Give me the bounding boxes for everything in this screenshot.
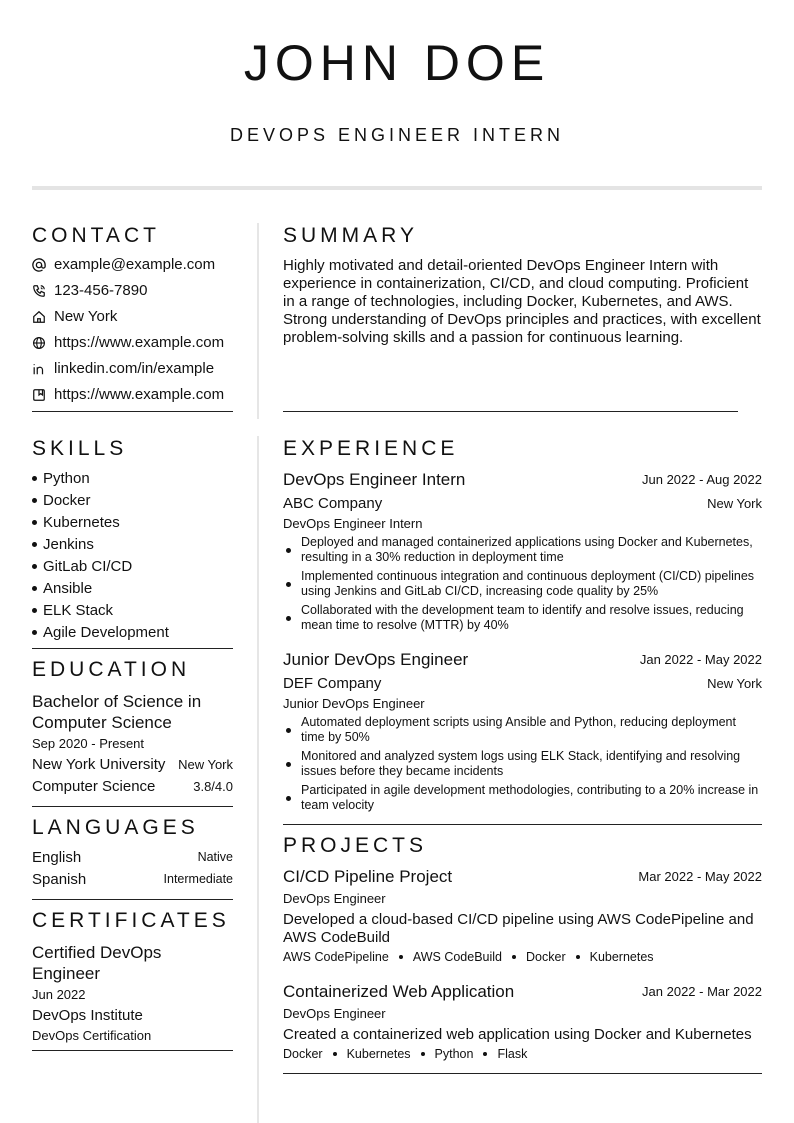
contact-phone[interactable] <box>32 282 147 299</box>
job-company: ABC Company <box>283 495 383 512</box>
summary-heading: SUMMARY <box>283 224 418 247</box>
contact-portfolio-text: https://www.example.com <box>54 386 225 403</box>
skills-heading: SKILLS <box>32 437 128 460</box>
project-role: DevOps Engineer <box>283 1006 386 1021</box>
certificates-divider <box>32 1050 233 1051</box>
bullet-icon <box>32 476 37 481</box>
project-tags <box>283 950 654 964</box>
skill-item: ELK Stack <box>32 602 113 619</box>
job-bullet: Automated deployment scripts using Ansible and Python, reducing deployment time by 50% <box>284 715 762 745</box>
certificates-heading: CERTIFICATES <box>32 909 230 932</box>
language-name: Spanish <box>32 871 87 888</box>
skill-item: Docker <box>32 492 91 509</box>
contact-divider <box>32 411 233 412</box>
certificate-issuer: DevOps Institute <box>32 1007 143 1024</box>
separator-dot-icon <box>576 955 580 959</box>
job-role: Junior DevOps Engineer <box>283 650 469 669</box>
bullet-icon <box>32 586 37 591</box>
project-role: DevOps Engineer <box>283 891 386 906</box>
skills-divider <box>32 648 233 649</box>
education-location: New York <box>178 757 233 772</box>
certificate-date: Jun 2022 <box>32 987 86 1002</box>
project-tag: Python <box>434 1047 474 1061</box>
project-tag: Flask <box>497 1047 528 1061</box>
education-dates: Sep 2020 - Present <box>32 736 145 751</box>
job-dates: Jan 2022 - May 2022 <box>639 652 762 667</box>
candidate-name: JOHN DOE <box>243 35 551 91</box>
project-tag: AWS CodeBuild <box>412 950 503 964</box>
language-level: Intermediate <box>163 872 233 886</box>
job-subtitle: Junior DevOps Engineer <box>283 696 425 711</box>
header-divider <box>32 186 762 190</box>
at-icon <box>32 258 46 272</box>
education-school: New York University <box>32 756 166 773</box>
home-icon <box>32 310 46 324</box>
contact-heading: CONTACT <box>32 224 160 247</box>
project-tag: Docker <box>526 950 566 964</box>
project-tag: Kubernetes <box>589 950 654 964</box>
bullet-icon <box>32 608 37 613</box>
skill-item: Agile Development <box>32 624 169 641</box>
experience-divider <box>283 824 762 825</box>
bullet-icon <box>32 630 37 635</box>
job-bullet: Implemented continuous integration and continuous deployment (CI/CD) pipelines using Jenkins and GitLab CI/CD, increasing code quality by 25% <box>284 569 762 599</box>
education-divider <box>32 806 233 807</box>
education-gpa: 3.8/4.0 <box>193 779 233 794</box>
contact-website-text: https://www.example.com <box>54 334 225 351</box>
separator-dot-icon <box>333 1052 337 1056</box>
project-description: Created a containerized web application using Docker and Kubernetes <box>283 1026 752 1043</box>
job-title: DEVOPS ENGINEER INTERN <box>229 125 565 145</box>
job-bullet: Collaborated with the development team to identify and resolve issues, reducing mean time to resolve (MTTR) by 40% <box>284 603 762 633</box>
separator-dot-icon <box>483 1052 487 1056</box>
project-name: CI/CD Pipeline Project <box>283 867 453 886</box>
education-heading: EDUCATION <box>32 658 191 681</box>
language-name: English <box>32 849 82 866</box>
job-role: DevOps Engineer Intern <box>283 470 466 489</box>
contact-email-text: example@example.com <box>54 256 216 273</box>
contact-location <box>32 308 117 325</box>
contact-phone-text: 123-456-7890 <box>54 282 148 299</box>
separator-dot-icon <box>421 1052 425 1056</box>
languages-heading: LANGUAGES <box>32 816 199 839</box>
skill-item: Python <box>32 470 90 487</box>
phone-icon <box>32 284 46 298</box>
project-tags <box>283 1047 527 1061</box>
project-tag: Docker <box>283 1047 323 1061</box>
education-degree: Bachelor of Science in Computer Science <box>32 692 202 732</box>
skill-item: Jenkins <box>32 536 94 553</box>
job-bullet: Deployed and managed containerized applications using Docker and Kubernetes, resulting in a 30% reduction in deployment time <box>284 535 762 565</box>
column-divider-bottom <box>257 436 259 1123</box>
contact-portfolio[interactable] <box>32 386 224 403</box>
job-subtitle: DevOps Engineer Intern <box>283 516 423 531</box>
experience-heading: EXPERIENCE <box>283 437 459 460</box>
globe-icon <box>32 336 46 350</box>
job-bullet: Participated in agile development methodologies, contributing to a 20% increase in team velocity <box>284 783 762 813</box>
column-divider-top <box>257 223 259 419</box>
bullet-icon <box>32 564 37 569</box>
certificate-name: Certified DevOps Engineer <box>32 943 162 983</box>
skill-item: Ansible <box>32 580 92 597</box>
skill-item: GitLab CI/CD <box>32 558 132 575</box>
job-location: New York <box>707 496 762 511</box>
linkedin-icon <box>32 362 46 376</box>
contact-linkedin-text: linkedin.com/in/example <box>54 360 215 377</box>
project-dates: Mar 2022 - May 2022 <box>638 869 762 884</box>
job-location: New York <box>707 676 762 691</box>
education-field: Computer Science <box>32 778 156 795</box>
summary-text: Highly motivated and detail-oriented DevOps Engineer Intern with experience in containerization, CI/CD, and cloud computing. Proficient in a range of technologies, including Docker, Kubernetes, and AWS. Strong understanding of DevOps principles and practices, with excellent problem-solving skills and a passion for continuous learning. <box>283 257 761 346</box>
contact-linkedin[interactable] <box>32 360 214 377</box>
bullet-icon <box>32 520 37 525</box>
language-level: Native <box>197 850 233 864</box>
contact-email[interactable] <box>32 256 215 273</box>
summary-divider <box>283 411 738 412</box>
projects-heading: PROJECTS <box>283 834 428 857</box>
project-dates: Jan 2022 - Mar 2022 <box>642 984 762 999</box>
project-tag: Kubernetes <box>346 1047 411 1061</box>
contact-website[interactable] <box>32 334 224 351</box>
separator-dot-icon <box>399 955 403 959</box>
bookmark-icon <box>32 388 46 402</box>
project-description: Developed a cloud-based CI/CD pipeline using AWS CodePipeline and AWS CodeBuild <box>283 911 754 946</box>
project-name: Containerized Web Application <box>283 982 515 1001</box>
separator-dot-icon <box>512 955 516 959</box>
job-company: DEF Company <box>283 675 382 692</box>
skill-item: Kubernetes <box>32 514 120 531</box>
job-bullet: Monitored and analyzed system logs using ELK Stack, identifying and resolving issues before they became incidents <box>284 749 762 779</box>
certificate-type: DevOps Certification <box>32 1028 152 1043</box>
bullet-icon <box>32 498 37 503</box>
project-tag: AWS CodePipeline <box>283 950 389 964</box>
projects-divider <box>283 1073 762 1074</box>
contact-location-text: New York <box>54 308 118 325</box>
job-dates: Jun 2022 - Aug 2022 <box>642 472 762 487</box>
bullet-icon <box>32 542 37 547</box>
languages-divider <box>32 899 233 900</box>
